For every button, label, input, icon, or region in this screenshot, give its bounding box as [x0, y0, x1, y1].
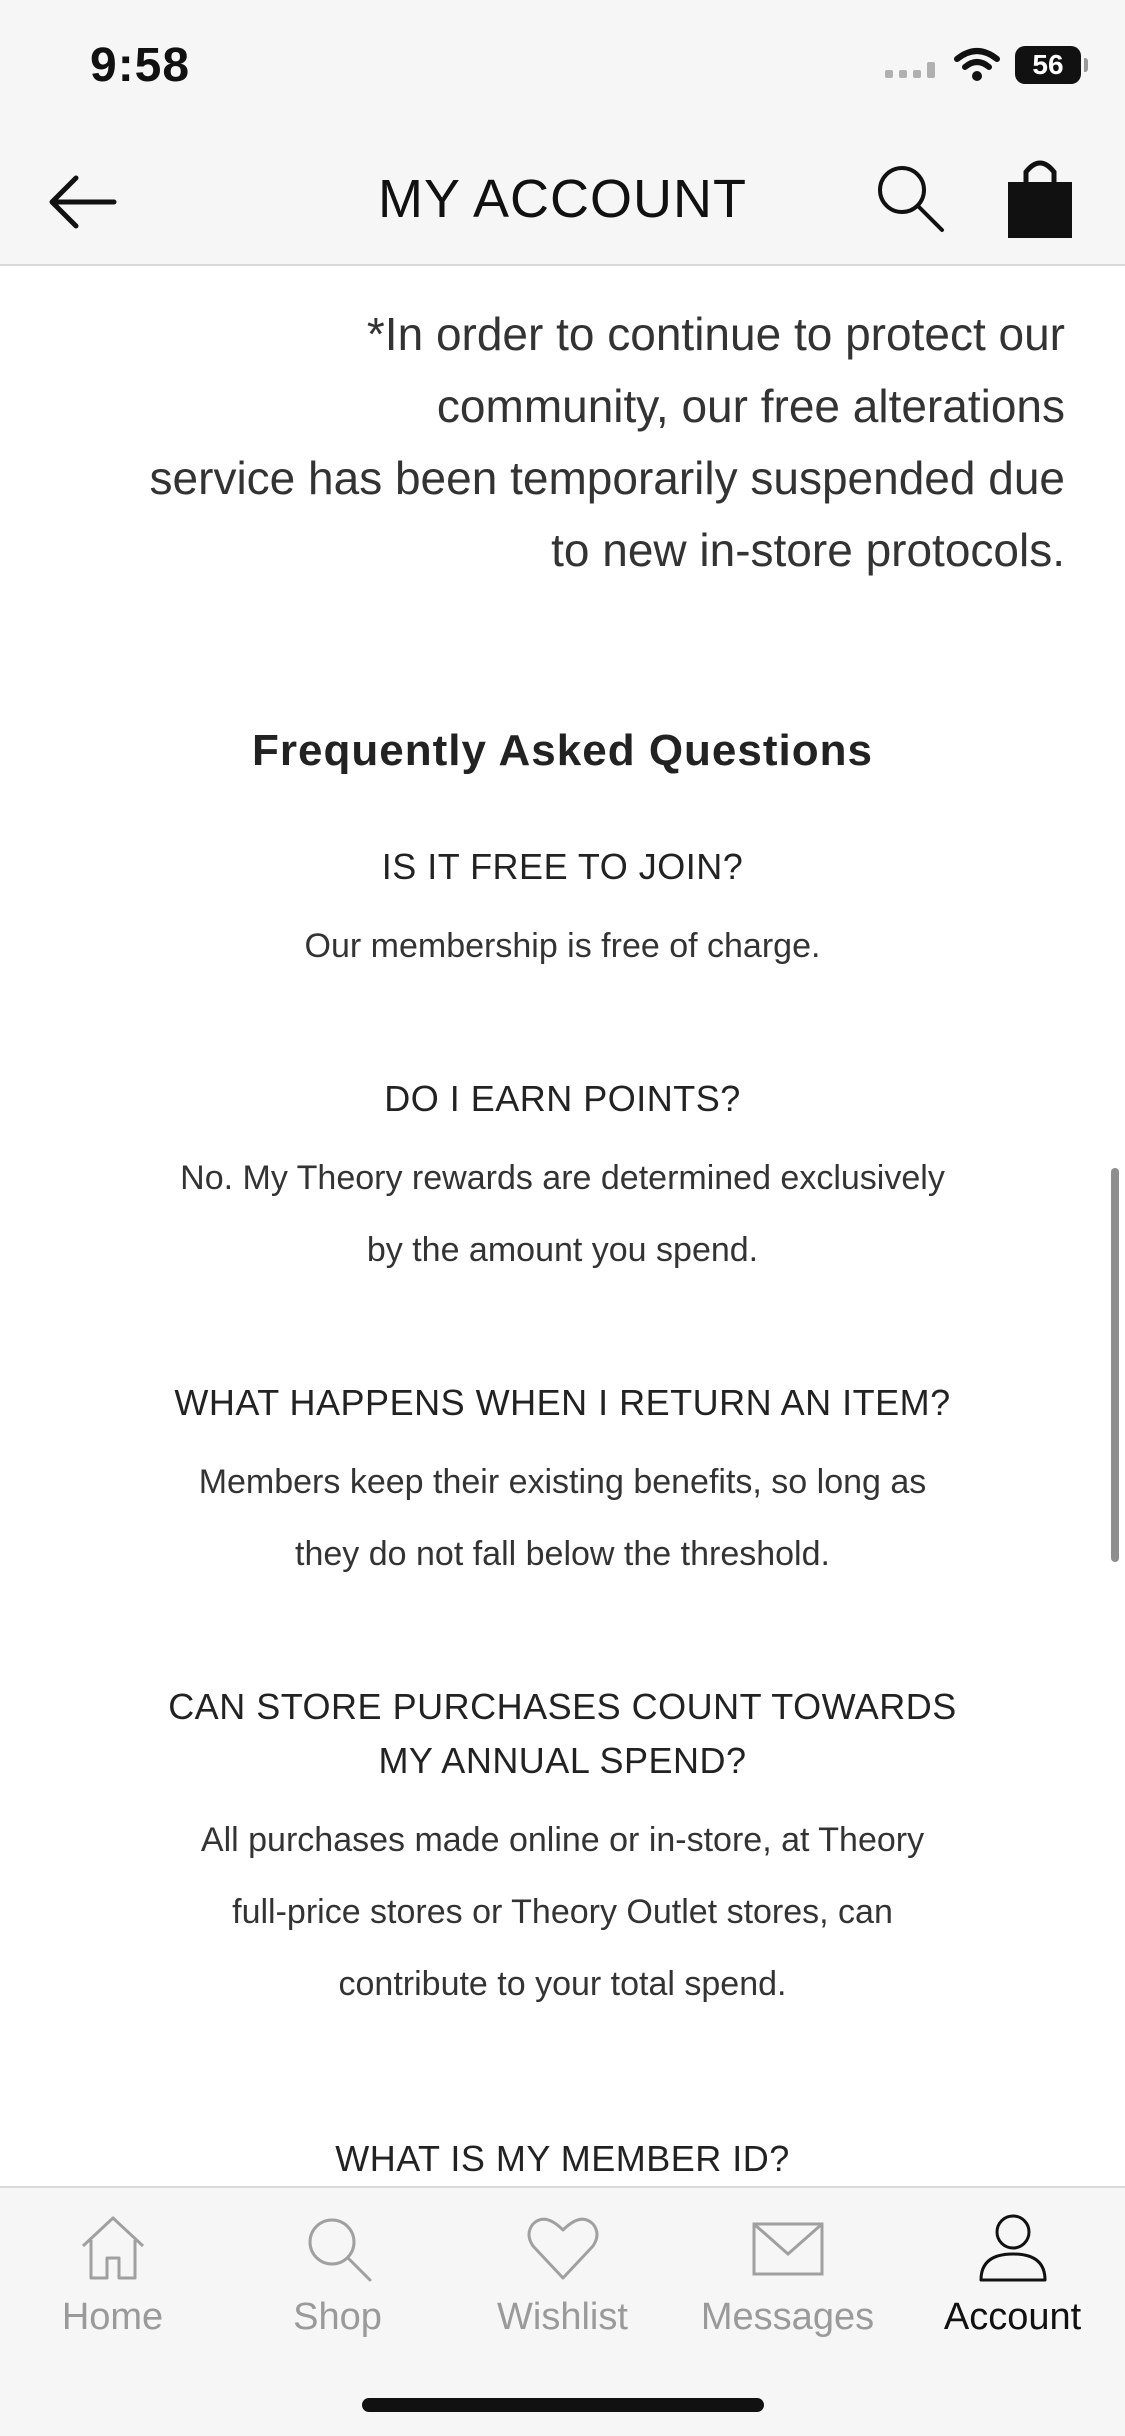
- notice-line: community, our free alterations: [436, 380, 1065, 432]
- faq-answer-line: they do not fall below the threshold.: [295, 1535, 830, 1573]
- faq-title: Frequently Asked Questions: [252, 726, 873, 775]
- notice-line: *In order to continue to protect our: [366, 308, 1065, 360]
- faq-question: DO I EARN POINTS?: [384, 1078, 741, 1119]
- person-icon: [973, 2210, 1053, 2286]
- heart-icon: [523, 2210, 603, 2286]
- faq-answer: [100, 1446, 1025, 1590]
- faq-answer-line: contribute to your total spend.: [338, 1965, 787, 2003]
- search-icon: [298, 2210, 378, 2286]
- status-time: 9:58: [90, 39, 191, 92]
- battery-icon: 56: [1015, 46, 1081, 84]
- faq-answer-line: by the amount you spend.: [366, 1231, 759, 1269]
- account-content: [0, 268, 1125, 2186]
- scrollbar[interactable]: [1111, 1168, 1119, 1562]
- faq-question-line: MY ANNUAL SPEND?: [378, 1740, 747, 1781]
- tab-label: Account: [943, 2296, 1082, 2338]
- alterations-notice: [65, 298, 1065, 586]
- faq-answer-line: Members keep their existing benefits, so long as: [198, 1463, 927, 1501]
- tab-home[interactable]: [0, 2210, 225, 2350]
- faq-question-line: CAN STORE PURCHASES COUNT TOWARDS: [168, 1686, 957, 1727]
- notice-line: to new in-store protocols.: [551, 524, 1065, 576]
- envelope-icon: [748, 2210, 828, 2286]
- home-indicator: [362, 2398, 764, 2412]
- faq-answer-line: full-price stores or Theory Outlet stores, can: [232, 1893, 893, 1931]
- faq-answer: [100, 1142, 1025, 1286]
- tab-messages[interactable]: [675, 2210, 900, 2350]
- faq-answer: Our membership is free of charge.: [304, 927, 821, 965]
- faq-question: IS IT FREE TO JOIN?: [381, 846, 744, 887]
- faq-question: WHAT HAPPENS WHEN I RETURN AN ITEM?: [174, 1382, 951, 1423]
- tab-label: Home: [61, 2296, 164, 2338]
- tab-account[interactable]: [900, 2210, 1125, 2350]
- faq-answer-line: All purchases made online or in-store, at Theory: [200, 1821, 925, 1859]
- faq-answer: [100, 1804, 1025, 2020]
- tab-label: Shop: [293, 2296, 382, 2338]
- search-icon: [870, 158, 950, 238]
- shopping-bag-button[interactable]: [1000, 156, 1080, 240]
- tab-wishlist[interactable]: [450, 2210, 675, 2350]
- shopping-bag-icon: [1000, 156, 1080, 240]
- tab-label: Wishlist: [497, 2296, 628, 2338]
- search-button[interactable]: [870, 158, 950, 238]
- home-icon: [73, 2210, 153, 2286]
- status-bar: [0, 0, 1125, 132]
- page-title: MY ACCOUNT: [377, 169, 748, 229]
- notice-line: service has been temporarily suspended due: [149, 452, 1065, 504]
- tab-label: Messages: [700, 2296, 875, 2338]
- tab-shop[interactable]: [225, 2210, 450, 2350]
- faq-question: [100, 1680, 1025, 1788]
- app-header: [0, 132, 1125, 266]
- cellular-signal-icon: [883, 50, 939, 80]
- faq-answer-line: No. My Theory rewards are determined exclusively: [180, 1159, 945, 1197]
- status-icons: [883, 46, 1081, 84]
- faq-question: WHAT IS MY MEMBER ID?: [335, 2138, 790, 2179]
- wifi-icon: [953, 47, 1001, 83]
